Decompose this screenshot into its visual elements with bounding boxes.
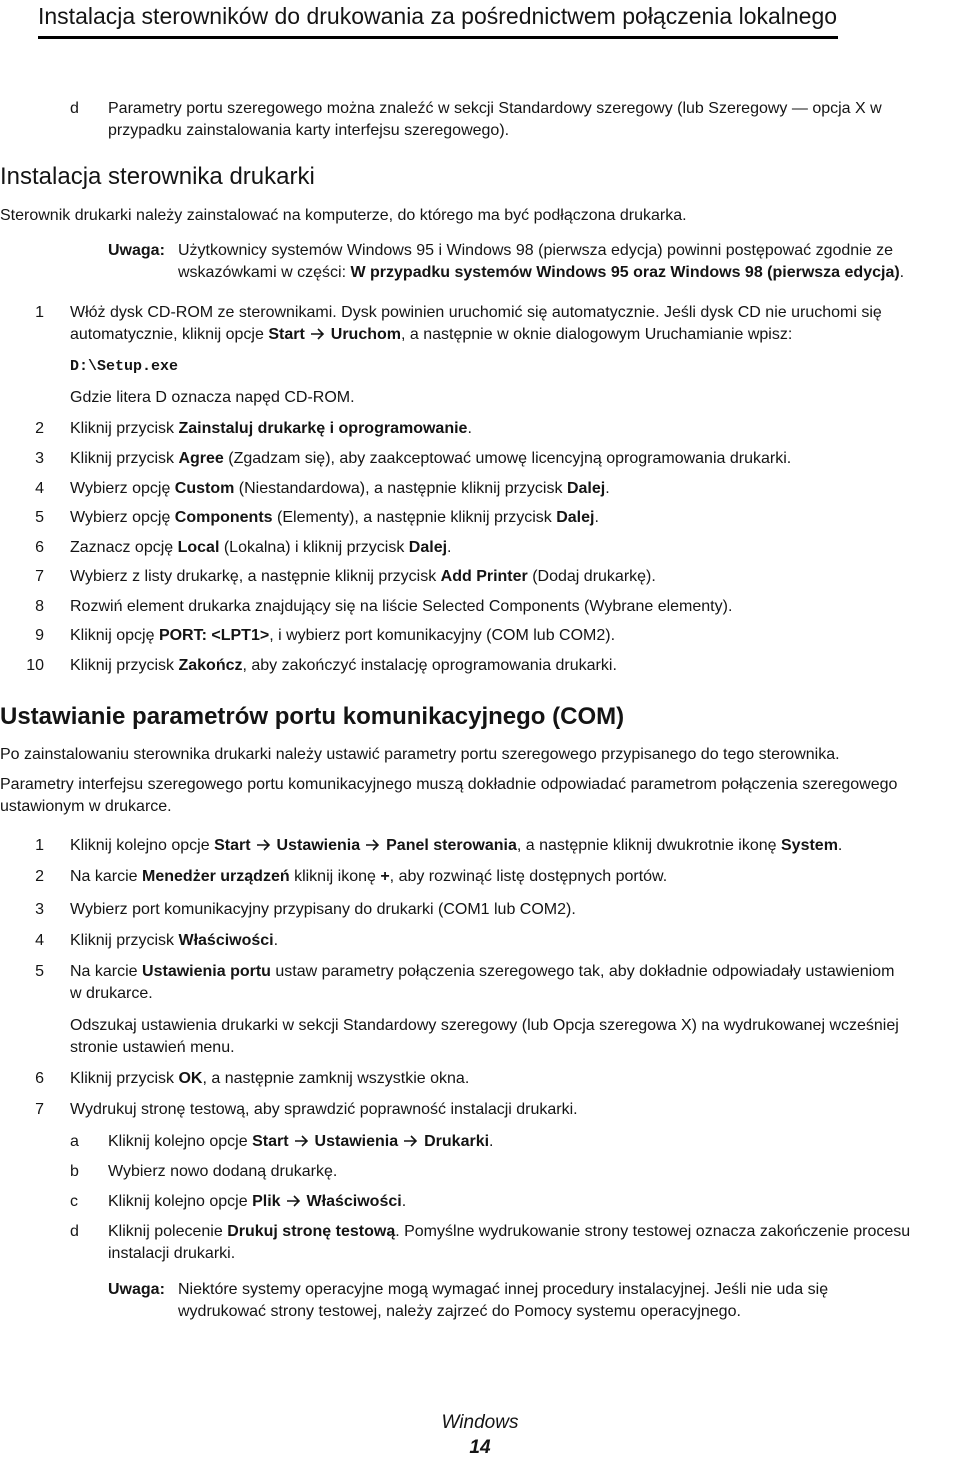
substep-a-text [108, 1131, 494, 1153]
note-body: Użytkownicy systemów Windows 95 i Windows 98 (pierwsza edycja) powinni postępować zgodnie ze wskazówkami w części: [178, 242, 893, 281]
ui-ref: Zainstaluj drukarkę i oprogramowanie [178, 420, 468, 437]
setup-command: D:\Setup.exe [70, 358, 179, 375]
com-step-6-text [70, 1068, 469, 1090]
page-number: 14 [469, 1437, 491, 1458]
step-text: Kliknij kolejno opcje [70, 837, 215, 854]
step-text: Na karcie [70, 868, 143, 885]
step-9-text [70, 625, 615, 647]
step-text: Wybierz z listy drukarkę, a następnie kliknij przycisk [70, 568, 441, 585]
step-number: 1 [35, 304, 44, 321]
step-10-text [70, 655, 617, 677]
section-heading-com: Ustawianie parametrów portu komunikacyjnego (COM) [0, 703, 625, 730]
step-text: Kliknij przycisk [70, 932, 179, 949]
step-text: , a następnie zamknij wszystkie okna. [202, 1070, 470, 1087]
step-number: 2 [35, 420, 44, 437]
substep-c-text [108, 1191, 406, 1213]
step-text: Włóż dysk CD-ROM ze sterownikami. Dysk powinien uruchomić się automatycznie. Jeśli dysk CD nie uruchomi się automatycznie, kliknij opcje [70, 304, 882, 343]
step-text: . [837, 837, 843, 854]
ui-ref: Start [214, 837, 251, 854]
substep-b-text: Wybierz nowo dodaną drukarkę. [108, 1163, 338, 1180]
com-step-5-text [70, 961, 900, 1005]
step-number: 10 [26, 657, 44, 674]
step-text: Wybierz opcję [70, 480, 175, 497]
step-text: (Niestandardowa), a następnie kliknij przycisk [234, 480, 567, 497]
step-text: , i wybierz port komunikacyjny (COM lub COM2). [269, 627, 616, 644]
step-text: . [489, 1133, 494, 1150]
arrow-right-icon [295, 1135, 309, 1147]
step-text: . [447, 539, 452, 556]
ui-ref: Start [252, 1133, 289, 1150]
ui-ref: Ustawienia portu [142, 963, 271, 980]
page-header-title: Instalacja sterowników do drukowania za pośrednictwem połączenia lokalnego [38, 3, 838, 29]
step-6-text [70, 537, 452, 559]
substep-letter: d [70, 1223, 79, 1240]
step-7-text [70, 566, 656, 588]
ui-ref: Start [268, 326, 305, 343]
step-text: (Dodaj drukarkę). [527, 568, 656, 585]
com-step-3-text: Wybierz port komunikacyjny przypisany do drukarki (COM1 lub COM2). [70, 901, 576, 918]
step-text: Kliknij przycisk [70, 657, 179, 674]
ui-ref: Ustawienia [276, 837, 361, 854]
step-1-text [70, 302, 950, 346]
intro-text: Parametry portu szeregowego można znaleźć w sekcji Standardowy szeregowy (lub Szeregowy — opcja X w przypadku zainstalowania karty interfejsu szeregowego). [108, 100, 882, 139]
step-number: 5 [35, 963, 44, 980]
step-5-text [70, 507, 599, 529]
step-text: (Zgadzam się), aby zaakceptować umowę licencyjną oprogramowania drukarki. [223, 450, 792, 467]
ui-ref: OK [178, 1070, 203, 1087]
step-text: Kliknij opcję [70, 627, 159, 644]
step-text: kliknij ikonę [289, 868, 381, 885]
ui-ref: Drukarki [424, 1133, 490, 1150]
step-text: Kliknij przycisk [70, 420, 179, 437]
step-text: , aby rozwinąć listę dostępnych portów. [389, 868, 668, 885]
section1-paragraph: Sterownik drukarki należy zainstalować na komputerze, do którego ma być podłączona drukarka. [0, 207, 687, 224]
step-text: . [467, 420, 472, 437]
ui-ref: System [781, 837, 838, 854]
ui-ref: Panel sterowania [386, 837, 517, 854]
com-step-1-text [70, 835, 842, 857]
ui-ref: Właściwości [306, 1193, 402, 1210]
arrow-right-icon [404, 1135, 418, 1147]
step-text: (Elementy), a następnie kliknij przycisk [272, 509, 557, 526]
arrow-right-icon [311, 328, 325, 340]
ui-ref: Zakończ [178, 657, 243, 674]
step-text: Zaznacz opcję [70, 539, 178, 556]
ui-ref: Components [174, 509, 273, 526]
step-text: . [401, 1193, 407, 1210]
com-step-2-text [70, 866, 667, 888]
section2-paragraph-1: Po zainstalowaniu sterownika drukarki należy ustawić parametry portu szeregowego przypisanego do tego sterownika. [0, 746, 840, 763]
note-text [178, 240, 956, 284]
step-number: 1 [35, 837, 44, 854]
ui-ref: + [380, 868, 390, 885]
ui-ref: Plik [252, 1193, 281, 1210]
step-number: 8 [35, 598, 44, 615]
step-number: 9 [35, 627, 44, 644]
arrow-right-icon [257, 839, 271, 851]
step-text: Wybierz opcję [70, 509, 175, 526]
step-number: 4 [35, 932, 44, 949]
note-text: Niektóre systemy operacyjne mogą wymagać innej procedury instalacyjnej. Jeśli nie uda się wydrukować strony testowej, należy zajrzeć do Pomocy systemu operacyjnego. [178, 1281, 829, 1320]
step-number: 3 [35, 450, 44, 467]
note-reference: W przypadku systemów Windows 95 oraz Windows 98 (pierwsza edycja) [350, 264, 900, 281]
step-text: , aby zakończyć instalację oprogramowania drukarki. [242, 657, 617, 674]
step-text: (Lokalna) i kliknij przycisk [219, 539, 409, 556]
step-text: Kliknij polecenie [108, 1223, 228, 1240]
ui-ref: Ustawienia [314, 1133, 399, 1150]
section-heading-driver: Instalacja sterownika drukarki [0, 163, 315, 190]
step-text: , a następnie kliknij dwukrotnie ikonę [516, 837, 781, 854]
ui-ref: Menedżer urządzeń [142, 868, 290, 885]
ui-ref: Add Printer [440, 568, 528, 585]
step-number: 7 [35, 1101, 44, 1118]
step-text: , a następnie w oknie dialogowym Uruchamianie wpisz: [401, 326, 793, 343]
step-number: 7 [35, 568, 44, 585]
step-number: 4 [35, 480, 44, 497]
footer-section: Windows [441, 1412, 519, 1433]
com-step-4-text [70, 930, 278, 952]
ui-ref: Local [177, 539, 220, 556]
ui-ref: Drukuj stronę testową [227, 1223, 396, 1240]
com-step-5-subtext: Odszukaj ustawienia drukarki w sekcji Standardowy szeregowy (lub Opcja szeregowa X) na wydrukowanej wcześniej stronie ustawień menu. [70, 1017, 899, 1056]
ui-ref: Agree [178, 450, 224, 467]
step-text: Kliknij przycisk [70, 1070, 179, 1087]
step-3-text [70, 448, 791, 470]
section2-paragraph-2: Parametry interfejsu szeregowego portu komunikacyjnego muszą dokładnie odpowiadać parametrom połączenia szeregowego ustawionym w drukarce. [0, 776, 898, 815]
substep-letter: c [70, 1193, 78, 1210]
step-text: Kliknij kolejno opcje [108, 1193, 253, 1210]
step-8-text: Rozwiń element drukarka znajdujący się na liście Selected Components (Wybrane elementy). [70, 598, 733, 615]
ui-ref: Dalej [556, 509, 595, 526]
header-rule [38, 36, 838, 39]
intro-marker: d [70, 100, 79, 117]
step-text: Kliknij przycisk [70, 450, 179, 467]
step-text: . [273, 932, 279, 949]
step-number: 6 [35, 539, 44, 556]
note-label: Uwaga: [108, 242, 165, 259]
step-text: ustaw parametry połączenia szeregowego tak, aby dokładnie odpowiadały ustawieniom w drukarce. [70, 963, 895, 1002]
ui-ref: Uruchom [330, 326, 401, 343]
substep-d-text [108, 1221, 938, 1265]
step-number: 6 [35, 1070, 44, 1087]
step-1-subtext: Gdzie litera D oznacza napęd CD-ROM. [70, 389, 355, 406]
step-number: 3 [35, 901, 44, 918]
com-step-7-text: Wydrukuj stronę testową, aby sprawdzić poprawność instalacji drukarki. [70, 1101, 578, 1118]
step-text: Kliknij kolejno opcje [108, 1133, 253, 1150]
step-2-text [70, 418, 472, 440]
ui-ref: Dalej [566, 480, 606, 497]
note-end: . [899, 264, 905, 281]
ui-ref: PORT: <LPT1> [158, 627, 270, 644]
step-text: . [605, 480, 610, 497]
ui-ref: Dalej [408, 539, 448, 556]
arrow-right-icon [287, 1195, 301, 1207]
substep-letter: a [70, 1133, 79, 1150]
ui-ref: Właściwości [178, 932, 274, 949]
arrow-right-icon [366, 839, 380, 851]
ui-ref: Custom [174, 480, 235, 497]
note-label: Uwaga: [108, 1281, 165, 1298]
step-number: 2 [35, 868, 44, 885]
step-text: Na karcie [70, 963, 143, 980]
step-4-text [70, 478, 610, 500]
step-text: . [594, 509, 599, 526]
step-number: 5 [35, 509, 44, 526]
substep-letter: b [70, 1163, 79, 1180]
step-text: . Pomyślne wydrukowanie strony testowej oznacza zakończenie procesu instalacji drukarki. [108, 1223, 911, 1262]
